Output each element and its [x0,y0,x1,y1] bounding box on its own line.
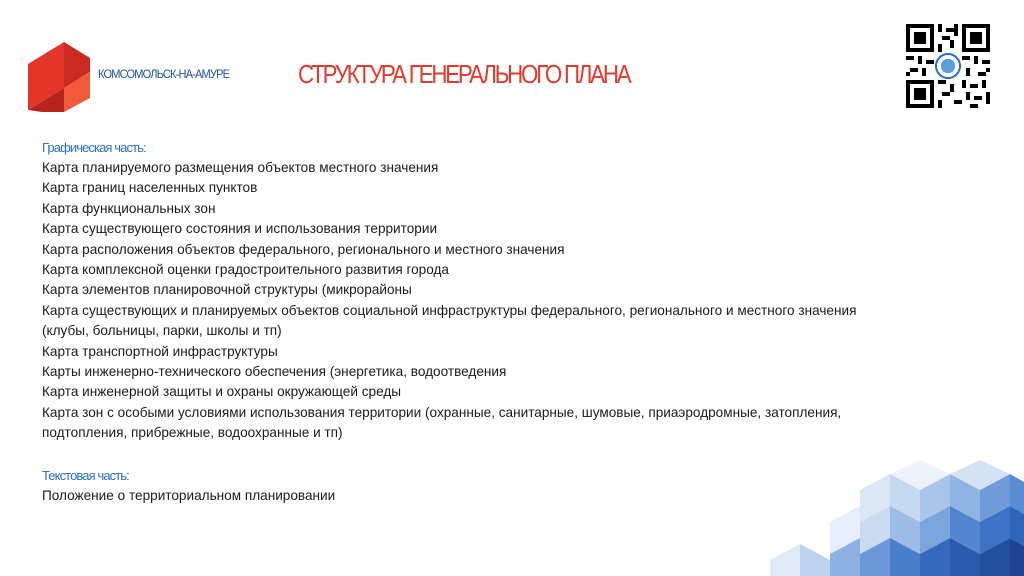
qr-code-icon [906,24,990,108]
page-title: СТРУКТУРА ГЕНЕРАЛЬНОГО ПЛАНА [298,59,630,89]
list-item: Карта границ населенных пунктов [42,180,258,196]
graphic-part-label: Графическая часть: [42,140,146,155]
list-item: (клубы, больницы, парки, школы и тп) [42,323,282,339]
text-part-label: Текстовая часть: [42,467,129,483]
list-item: Карты инженерно-технического обеспечения (энергетика, водоотведения [42,364,507,380]
list-item: Карта зон с особыми условиями использования территории (охранные, санитарные, шумовые, приаэродромные, затопления, [42,404,842,420]
list-item: подтопления, прибрежные, водоохранные и тп) [42,425,343,441]
list-item: Карта расположения объектов федерального, регионального и местного значения [42,241,565,257]
list-item: Карта существующего состояния и использования территории [42,221,438,237]
red-cube-logo-icon [28,42,90,112]
list-item: Карта инженерной защиты и охраны окружающей среды [42,384,402,400]
list-item: Карта существующих и планируемых объектов социальной инфраструктуры федерального, регионального и местного значения [42,302,857,318]
list-item: Карта планируемого размещения объектов местного значения [42,160,439,175]
list-item: Карта элементов планировочной структуры (микрорайоны [42,282,412,298]
city-name: КОМСОМОЛЬСК-НА-АМУРЕ [98,67,230,81]
list-item: Карта транспортной инфраструктуры [42,343,278,359]
list-item: Карта комплексной оценки градостроительного развития города [42,262,449,278]
list-item: Карта функциональных зон [42,200,216,216]
decorative-pattern [730,460,1024,576]
plan-structure-content [42,138,982,506]
list-item: Положение о территориальном планировании [42,487,336,503]
graphic-part-list [42,158,982,444]
